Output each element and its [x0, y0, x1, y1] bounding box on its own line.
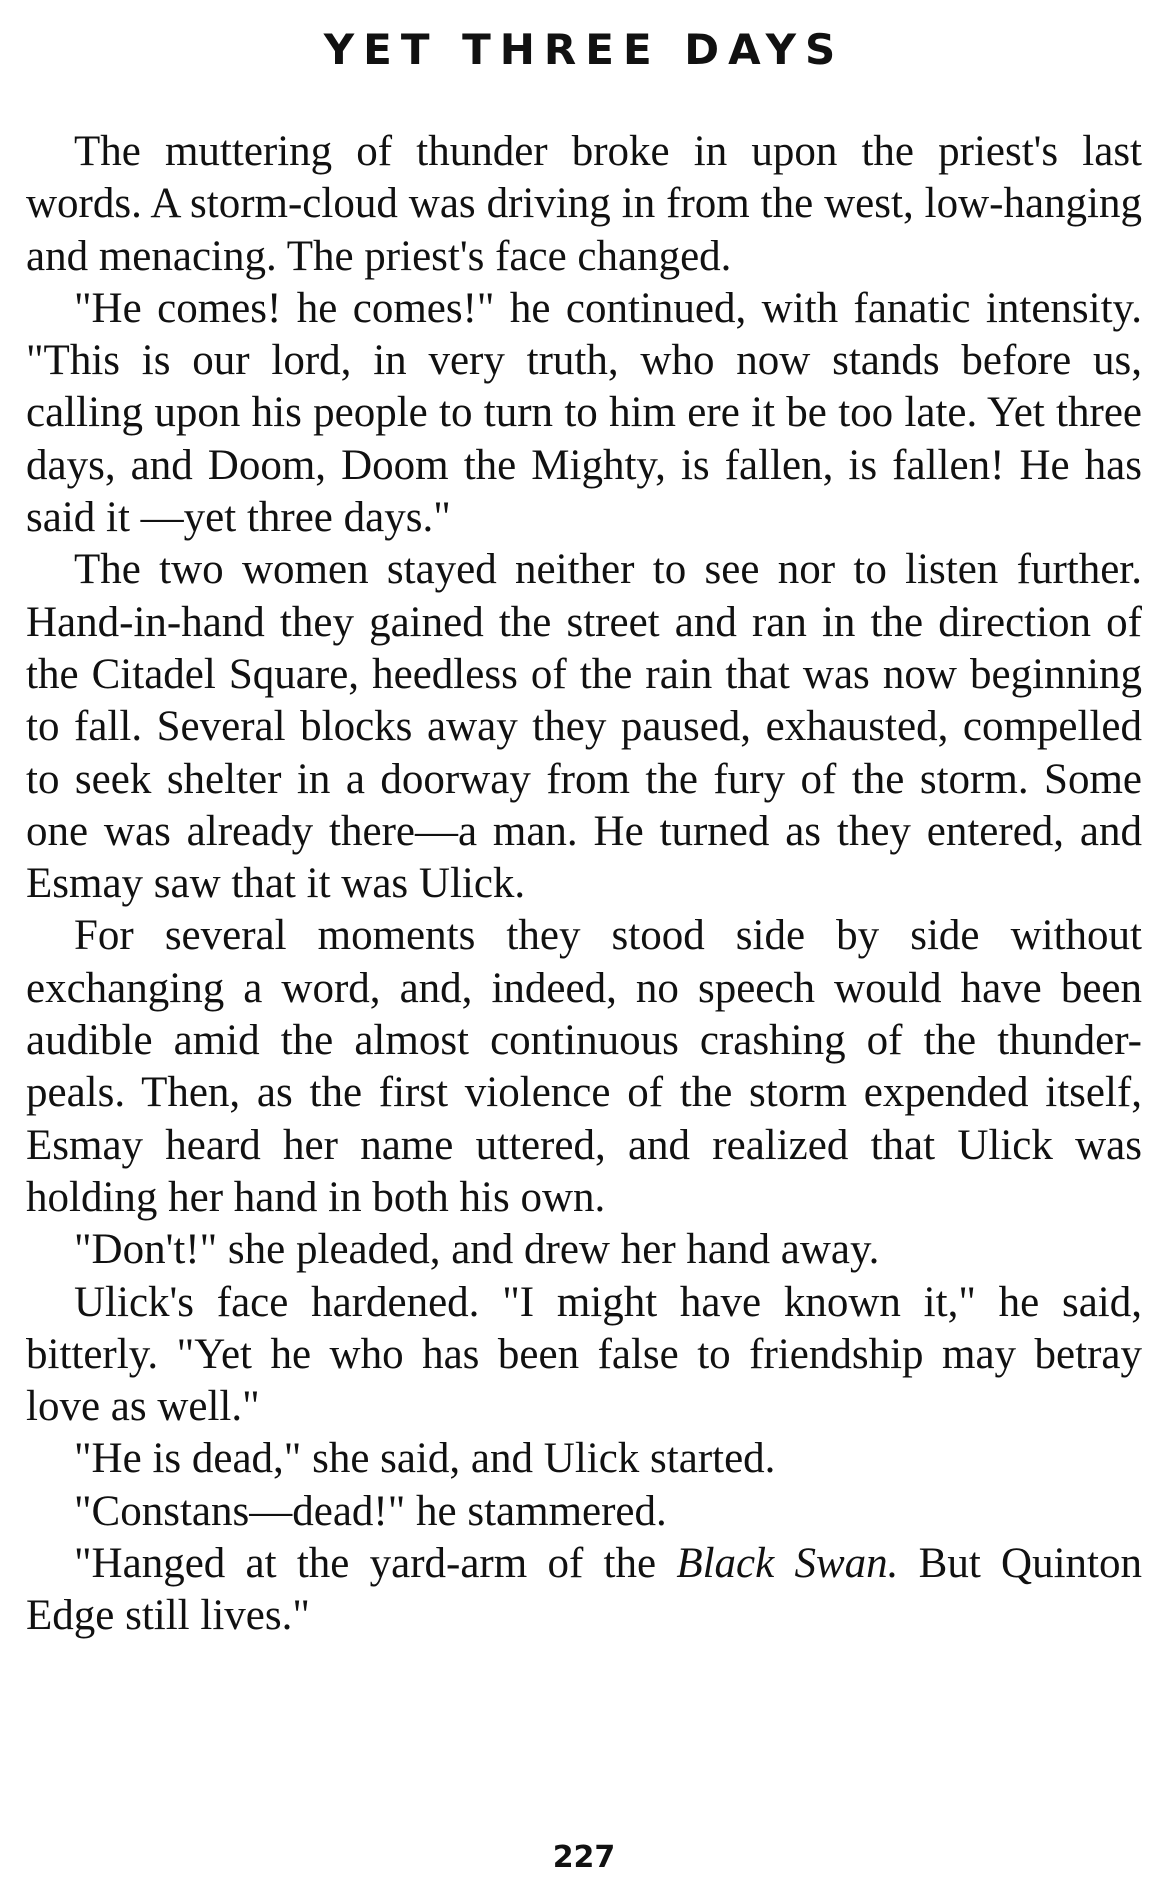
- body-text: [26, 126, 1142, 1643]
- paragraph: "He is dead," she said, and Ulick started.: [74, 1435, 776, 1483]
- paragraph: "Don't!" she pleaded, and drew her hand away.: [74, 1226, 880, 1274]
- paragraph: [26, 1538, 1142, 1643]
- paragraph-text: "Hanged at the yard-arm of the: [74, 1540, 677, 1588]
- running-title: YET THREE DAYS: [323, 25, 845, 74]
- paragraph: The two women stayed neither to see nor to listen further. Hand-in-hand they gained the street and ran in the direction of the Citadel Square, heedless of the rain that was now beginning to fall. Several blocks away they paused, exhausted, compelled to seek shelter in a doorway from the fury of the storm. Some one was already there—a man. He turned as they entered, and Esmay saw that it was Ulick.: [26, 546, 1142, 908]
- paragraph: "Constans—dead!" he stammered.: [74, 1487, 667, 1535]
- ship-name: Black Swan.: [676, 1540, 899, 1588]
- paragraph: The muttering of thunder broke in upon the priest's last words. A storm-cloud was driving in from the west, low-hanging and menacing. The priest's face changed.: [26, 128, 1142, 280]
- paragraph-text: But Quinton Edge still lives.": [26, 1540, 1142, 1640]
- paragraph: Ulick's face hardened. "I might have known it," he said, bitterly. "Yet he who has been false to friendship may betray love as well.": [26, 1278, 1142, 1431]
- paragraph: For several moments they stood side by side without exchanging a word, and, indeed, no speech would have been audible amid the almost continuous crashing of the thunder-peals. Then, as the first violence of the storm expended itself, Esmay heard her name uttered, and realized that Ulick was holding her hand in both his own.: [26, 912, 1142, 1221]
- paragraph: "He comes! he comes!" he continued, with fanatic intensity. "This is our lord, in very truth, who now stands before us, calling upon his people to turn to him ere it be too late. Yet three days, and Doom, Doom the Mighty, is fallen, is fallen! He has said it —yet three days.": [26, 284, 1142, 542]
- page-number: 227: [552, 1840, 616, 1875]
- book-page: [26, 18, 1142, 1878]
